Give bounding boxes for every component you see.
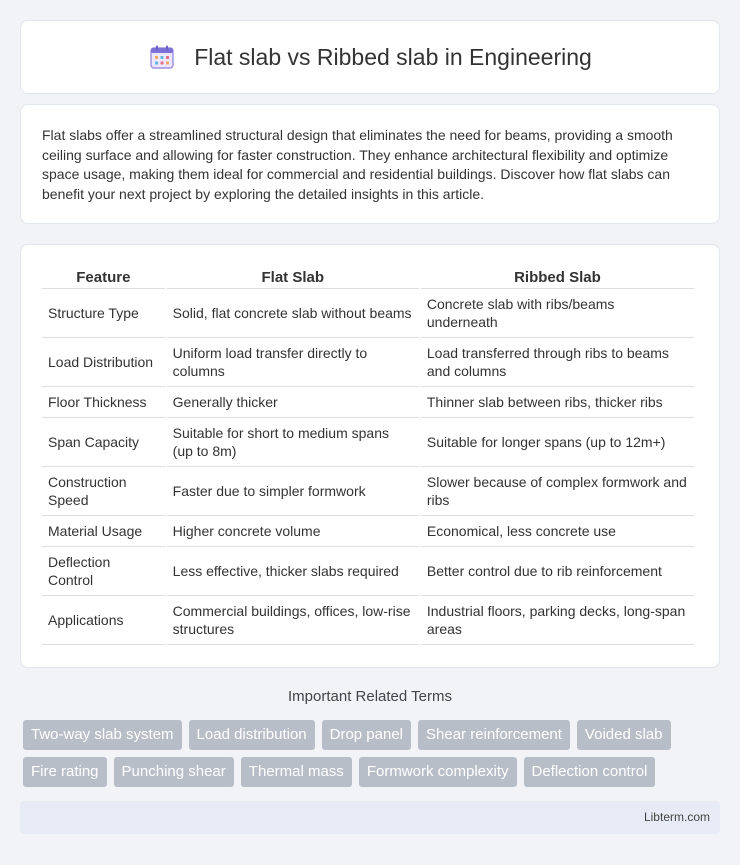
- table-row: [42, 418, 694, 467]
- header-card: [20, 20, 720, 94]
- flat-slab-cell: Solid, flat concrete slab without beams: [167, 289, 419, 338]
- tag-row: [23, 720, 723, 750]
- column-header-ribbed-slab: Ribbed Slab: [421, 267, 694, 289]
- tag-shear-reinforcement[interactable]: Shear reinforcement: [418, 720, 570, 750]
- intro-paragraph: Flat slabs offer a streamlined structural design that eliminates the need for beams, providing a smooth ceiling surface and allowing for faster construction. They enhance architectural flexibility and optimize space usage, making them ideal for commercial and residential buildings. Discover how flat slabs can benefit your next project by exploring the detailed insights in this article.: [42, 127, 673, 202]
- feature-cell: Construction Speed: [42, 467, 165, 516]
- comparison-table-card: [20, 244, 720, 668]
- calendar-grid-icon: [148, 43, 176, 71]
- tag-load-distribution[interactable]: Load distribution: [189, 720, 315, 750]
- flat-slab-cell: Less effective, thicker slabs required: [167, 547, 419, 596]
- feature-cell: Structure Type: [42, 289, 165, 338]
- ribbed-slab-cell: Load transferred through ribs to beams and columns: [421, 338, 694, 387]
- comparison-table: [40, 267, 696, 645]
- flat-slab-cell: Higher concrete volume: [167, 516, 419, 547]
- flat-slab-cell: Uniform load transfer directly to columns: [167, 338, 419, 387]
- table-row: [42, 289, 694, 338]
- related-terms-tags: [23, 720, 723, 794]
- ribbed-slab-cell: Better control due to rib reinforcement: [421, 547, 694, 596]
- footer: [20, 801, 720, 834]
- flat-slab-cell: Generally thicker: [167, 387, 419, 418]
- flat-slab-cell: Commercial buildings, offices, low-rise structures: [167, 596, 419, 645]
- table-row: [42, 596, 694, 645]
- table-row: [42, 467, 694, 516]
- table-row: [42, 547, 694, 596]
- table-row: [42, 338, 694, 387]
- tag-drop-panel[interactable]: Drop panel: [322, 720, 411, 750]
- ribbed-slab-cell: Suitable for longer spans (up to 12m+): [421, 418, 694, 467]
- feature-cell: Material Usage: [42, 516, 165, 547]
- table-row: [42, 516, 694, 547]
- tag-voided-slab[interactable]: Voided slab: [577, 720, 671, 750]
- related-terms-title: Important Related Terms: [288, 688, 452, 705]
- ribbed-slab-cell: Concrete slab with ribs/beams underneath: [421, 289, 694, 338]
- flat-slab-cell: Suitable for short to medium spans (up to 8m): [167, 418, 419, 467]
- feature-cell: Span Capacity: [42, 418, 165, 467]
- table-row: [42, 387, 694, 418]
- column-header-feature: Feature: [42, 267, 165, 289]
- ribbed-slab-cell: Industrial floors, parking decks, long-span areas: [421, 596, 694, 645]
- ribbed-slab-cell: Slower because of complex formwork and ribs: [421, 467, 694, 516]
- feature-cell: Applications: [42, 596, 165, 645]
- tag-fire-rating[interactable]: Fire rating: [23, 757, 107, 787]
- feature-cell: Load Distribution: [42, 338, 165, 387]
- footer-site-link[interactable]: Libterm.com: [643, 810, 710, 824]
- feature-cell: Floor Thickness: [42, 387, 165, 418]
- tag-deflection-control[interactable]: Deflection control: [524, 757, 656, 787]
- tag-row: [23, 757, 723, 787]
- ribbed-slab-cell: Economical, less concrete use: [421, 516, 694, 547]
- intro-card: [20, 104, 720, 224]
- flat-slab-cell: Faster due to simpler formwork: [167, 467, 419, 516]
- page-title: Flat slab vs Ribbed slab in Engineering: [194, 43, 592, 70]
- tag-punching-shear[interactable]: Punching shear: [114, 757, 234, 787]
- tag-two-way-slab-system[interactable]: Two-way slab system: [23, 720, 182, 750]
- header: [148, 43, 592, 71]
- column-header-flat-slab: Flat Slab: [167, 267, 419, 289]
- tag-thermal-mass[interactable]: Thermal mass: [241, 757, 352, 787]
- feature-cell: Deflection Control: [42, 547, 165, 596]
- ribbed-slab-cell: Thinner slab between ribs, thicker ribs: [421, 387, 694, 418]
- tag-formwork-complexity[interactable]: Formwork complexity: [359, 757, 517, 787]
- table-header-row: [42, 267, 694, 289]
